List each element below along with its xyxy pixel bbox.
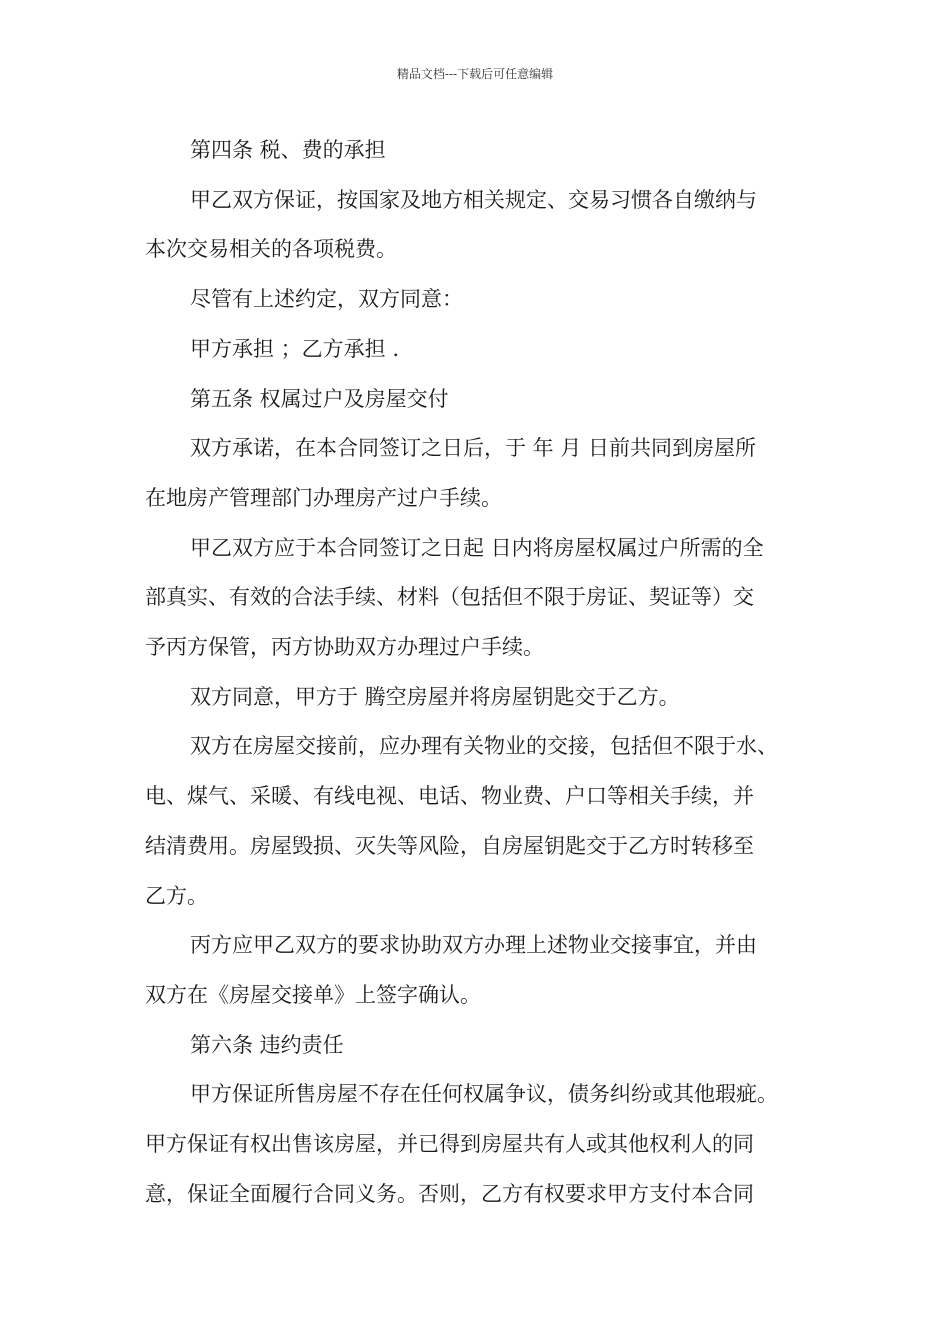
text-line: 意，保证全面履行合同义务。否则，乙方有权要求甲方支付本合同	[145, 1181, 754, 1206]
clause-6-heading: 第六条 违约责任	[190, 1032, 344, 1057]
text-line: 双方在《房屋交接单》上签字确认。	[145, 982, 481, 1007]
text-line: 甲乙双方保证，按国家及地方相关规定、交易习惯各自缴纳与	[190, 187, 757, 212]
text-line: 双方同意，甲方于 腾空房屋并将房屋钥匙交于乙方。	[190, 684, 680, 709]
text-line: 甲乙双方应于本合同签订之日起 日内将房屋权属过户所需的全	[190, 535, 764, 560]
text-line: 电、煤气、采暖、有线电视、电话、物业费、户口等相关手续，并	[145, 784, 754, 809]
text-line: 双方承诺，在本合同签订之日后，于 年 月 日前共同到房屋所	[190, 436, 757, 461]
text-line: 部真实、有效的合法手续、材料（包括但不限于房证、契证等）交	[145, 585, 754, 610]
text-line: 本次交易相关的各项税费。	[145, 237, 397, 262]
text-line: 尽管有上述约定，双方同意：	[190, 287, 463, 312]
text-line: 予丙方保管，丙方协助双方办理过户手续。	[145, 635, 544, 660]
text-line: 乙方。	[145, 883, 208, 908]
text-line: 丙方应甲乙双方的要求协助双方办理上述物业交接事宜，并由	[190, 933, 757, 958]
text-line: 甲方保证有权出售该房屋，并已得到房屋共有人或其他权利人的同	[145, 1132, 754, 1157]
text-line: 结清费用。房屋毁损、灭失等风险，自房屋钥匙交于乙方时转移至	[145, 833, 754, 858]
page-header: 精品文档---下载后可任意编辑	[396, 67, 554, 81]
text-line: 甲方承担 ；乙方承担 .	[190, 336, 400, 361]
text-line: 在地房产管理部门办理房产过户手续。	[145, 485, 502, 510]
clause-4-heading: 第四条 税、费的承担	[190, 138, 386, 162]
document-body	[145, 126, 815, 1219]
text-line: 甲方保证所售房屋不存在任何权属争议，债务纠纷或其他瑕疵。	[190, 1082, 778, 1107]
clause-5-heading: 第五条 权属过户及房屋交付	[190, 386, 449, 411]
text-line: 双方在房屋交接前，应办理有关物业的交接，包括但不限于水、	[190, 734, 778, 759]
